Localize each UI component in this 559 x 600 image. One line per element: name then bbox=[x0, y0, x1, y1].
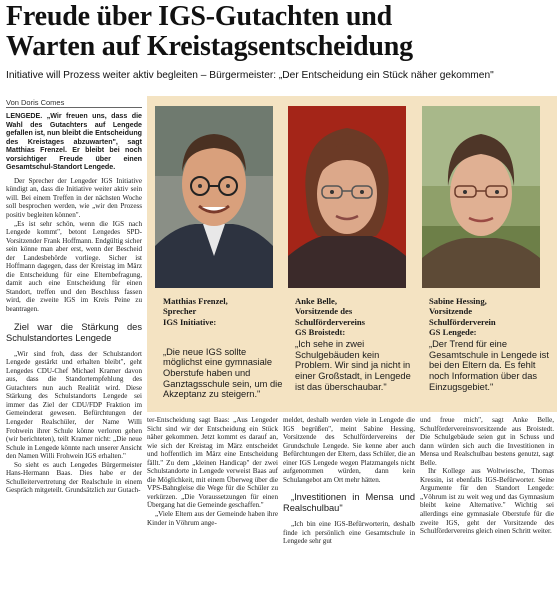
headline-line-2: Warten auf Kreistagsentscheidung bbox=[6, 31, 413, 62]
photo-matthias-frenzel bbox=[155, 106, 273, 288]
paragraph: „Wir sind froh, dass der Schulstandort Lengede gestärkt und erhalten bleibt", geht Lengedes CDU-Chef Michael Kramer davon aus, dass die Standortempfehlung des Gutachters nun auch Realität wird. Diese Stärkung des Schulstandorts Lengede sei immer das Ziel der CDU/FDP Fraktion im Gemeinderat gewesen. Befürchtungen der Lengeder Realschüler, der Name Willi Frohwein ihrer Schule könne verloren gehen (wir berichteten), teilt Kramer nicht: „Die neue Schule in Lengede könnte nach unserer Ansicht den Namen Willi Frohwein IGS erhalten." bbox=[6, 349, 142, 461]
column-2 bbox=[147, 416, 278, 527]
lead-paragraph: LENGEDE. „Wir freuen uns, dass die Wahl des Gutachters auf Lengede gefallen ist, nun bleibt die Entscheidung des Kreistages abzuwarten", sagt Matthias Frenzel. Er bleibt bei noch vorsichtiger Freude über einen Gesamtschul-Standort Lengede. bbox=[6, 112, 142, 172]
paragraph: ter-Entscheidung sagt Baas: „Aus Lengeder Sicht sind wir der Entscheidung ein Stück näher gekommen. Jetzt kommt es darauf an, wie sich der Kreistag im März entscheidet und hoffentlich im März eine Entscheidung fällt." Zu dem „kleinen Handicap" der zwei Schulstandorte in Lengede verweist Baas auf die Möglichkeit, mit einem Überweg über die VPS-Bahngleise die Wege für die Schüler zu verkürzen. „Die Voraussetzungen für einen Übergang hat die Gemeinde geschaffen." bbox=[147, 416, 278, 510]
caption-belle bbox=[295, 296, 419, 392]
person-quote: „Ich sehe in zwei Schulgebäuden kein Problem. Wir sind ja nicht in einer Großstadt, in Lengede ist das überschaubar." bbox=[295, 339, 411, 392]
person-name: Anke Belle, bbox=[295, 296, 338, 306]
column-3 bbox=[283, 416, 415, 546]
column-1 bbox=[6, 112, 142, 495]
paragraph: meldet, deshalb werden viele in Lengede die IGS begrüßen", meint Sabine Hessing, Vorsitzende des Schulfördervereins der Grundschule Lengede. Sie kenne aber auch Befürchtungen der Eltern, dass Schüler, die an einer IGS Lengede wegen Platzmangels nicht aufgenommen würden, dann kein Schulangebot am Ort mehr hätten. bbox=[283, 416, 415, 484]
person-role: Schulförderverein bbox=[429, 316, 496, 327]
byline: Von Doris Comes bbox=[6, 98, 65, 107]
paragraph: und freue mich", sagt Anke Belle, Schulfördervereinsvorsitzende aus Broistedt. Die Schulgebäude seien gut in Schuss und dann würden sich auch die Investitionen in Mensa und Realschulbau bestens genutzt, sagt Belle. bbox=[420, 416, 554, 467]
subheading: Ziel war die Stärkung des Schulstandortes Lengede bbox=[6, 321, 142, 343]
paragraph: „Es ist sehr schön, wenn die IGS nach Lengede kommt", betont Lengedes SPD-Vorsitzender Frank Hoffmann. Endgültig sicher sein könne man aber erst, wenn der Bescheid der Landesbehörde vorliege. Sicher ist Hoffmann dagegen, dass der Kreistag im März die Entscheidung für eine Elternbefragung, damit auch eine Entscheidung für einen Standort, treffen und den Beschluss fassen wird, die zweite IGS im Kreis Peine zu beantragen. bbox=[6, 219, 142, 314]
paragraph: Der Sprecher der Lengeder IGS Initiative kündigt an, dass die Initiative weiter aktiv sein will. Bei einem Treffen in der nächsten Woche soll besprochen werden, wie „wir den Prozess positiv begleiten können". bbox=[6, 176, 142, 220]
person-role: IGS Initiative: bbox=[163, 316, 217, 327]
byline-rule bbox=[6, 107, 142, 108]
portrait-woman-image bbox=[288, 106, 406, 288]
paragraph: So sieht es auch Lengedes Bürgermeister Hans-Hermann Baas. Dies habe er der Schulleitervertretung der Realschule in einem Gespräch mitgeteilt. Grundsätzlich zur Gutach- bbox=[6, 460, 142, 495]
person-role: GS Broistedt: bbox=[295, 326, 346, 337]
photo-anke-belle bbox=[288, 106, 406, 288]
person-name: Matthias Frenzel, bbox=[163, 296, 228, 306]
article-subhead: Initiative will Prozess weiter aktiv begleiten – Bürgermeister: „Der Entscheidung ein Stück näher gekommen" bbox=[6, 70, 494, 81]
headline-line-1: Freude über IGS-Gutachten und bbox=[6, 1, 393, 32]
article-headline bbox=[6, 2, 554, 62]
person-role: Vorsitzende bbox=[429, 306, 473, 317]
caption-hessing bbox=[429, 296, 553, 392]
column-4 bbox=[420, 416, 554, 536]
portrait-man-image bbox=[155, 106, 273, 288]
person-role: Schulfördervereins bbox=[295, 316, 366, 327]
caption-frenzel bbox=[163, 296, 287, 400]
person-role: Vorsitzende des bbox=[295, 306, 353, 317]
paragraph: Ihr Kollege aus Woltwiesche, Thomas Kressin, ist ebenfalls IGS-Befürworter. Seine Argumente für den Standort Lengede: „Vöhrum ist zu weit weg und das Gymnasium bleibt keine Alternative." Wichtig sei allerdings eine gymnasiale Oberstufe für die zweite IGS, geht der Vorsitzende des Schulfördervereins gleich einen Schritt weiter. bbox=[420, 467, 554, 536]
person-name: Sabine Hessing, bbox=[429, 296, 487, 306]
person-role: Sprecher bbox=[163, 306, 197, 317]
paragraph: „Viele Eltern aus der Gemeinde haben ihre Kinder in Vöhrum ange- bbox=[147, 510, 278, 527]
person-role: GS Lengede: bbox=[429, 326, 477, 337]
person-quote: „Der Trend für eine Gesamtschule in Lengede ist bei den Eltern da. Es fehlt noch Information über das Einzugsgebiet." bbox=[429, 339, 549, 392]
photo-sabine-hessing bbox=[422, 106, 540, 288]
portrait-woman-image bbox=[422, 106, 540, 288]
person-quote: „Die neue IGS sollte möglichst eine gymnasiale Oberstufe haben und Ganztagsschule sein, um die Akzeptanz zu steigern." bbox=[163, 346, 283, 400]
paragraph: „Ich bin eine IGS-Befürworterin, deshalb finde ich persönlich eine Gesamtschule in Lengede sehr gut bbox=[283, 520, 415, 546]
subheading: „Investitionen in Mensa und Realschulbau" bbox=[283, 492, 415, 514]
